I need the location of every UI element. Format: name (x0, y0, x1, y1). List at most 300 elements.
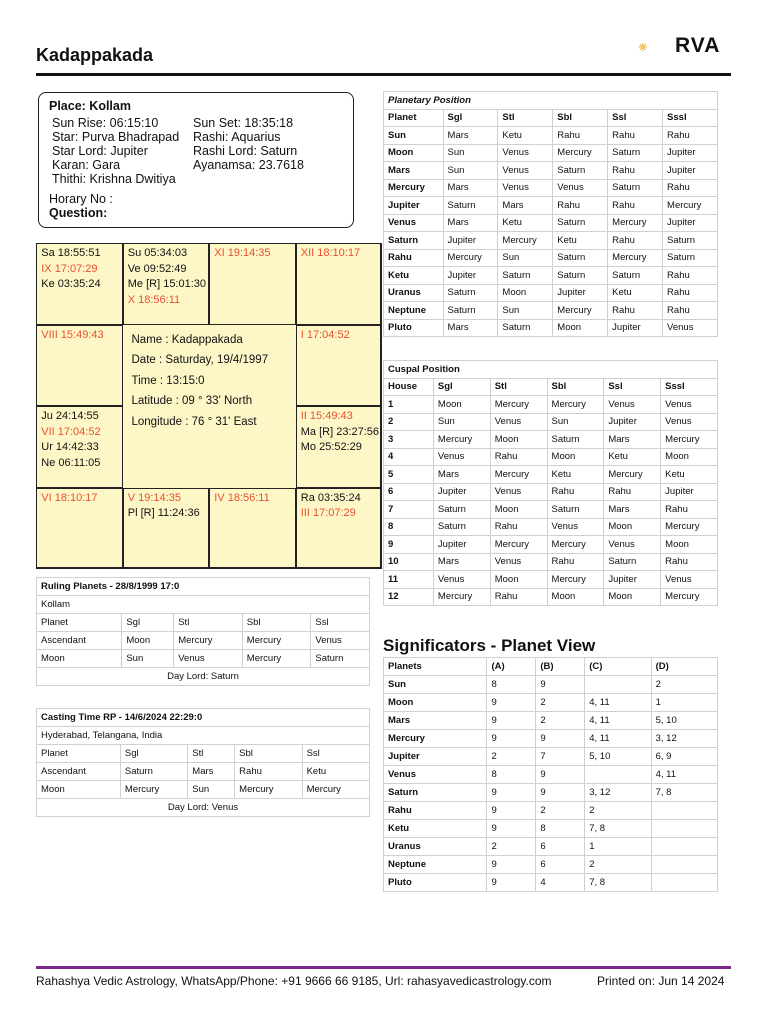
table-cell: Saturn (433, 518, 490, 536)
table-cell: Pluto (384, 874, 487, 892)
house-cusp-label: X 18:56:11 (127, 293, 181, 306)
house-cusp-label: II 15:49:43 (300, 410, 353, 423)
table-cell: 9 (487, 856, 536, 874)
table-cell: 7, 8 (585, 874, 651, 892)
table-cell: 8 (536, 820, 585, 838)
table-cell: Rahu (608, 232, 663, 250)
table-cell: Mercury (498, 232, 553, 250)
table-row (384, 466, 718, 484)
column-header: Planet (384, 109, 444, 127)
chart-center-longitude: Longitude : 76 ° 31' East (131, 415, 257, 428)
table-header-row (384, 658, 718, 676)
table-cell: Jupiter (661, 483, 718, 501)
planet-position-label: Ne 06:11:05 (41, 456, 101, 469)
table-cell: Sun (384, 127, 444, 145)
table-cell: Venus (661, 396, 718, 414)
planet-position-label: Ve 09:52:49 (127, 262, 187, 275)
table-cell (651, 838, 717, 856)
table-row (37, 781, 370, 799)
table-cell: Saturn (553, 162, 608, 180)
table-cell: Ketu (553, 232, 608, 250)
table-cell: Jupiter (384, 748, 487, 766)
table-cell: Venus (498, 162, 553, 180)
table-cell: Saturn (553, 214, 608, 232)
star-lord: Star Lord: Jupiter (52, 144, 148, 158)
chart-house-cell (36, 243, 123, 325)
table-cell: Jupiter (553, 284, 608, 302)
table-cell: 7, 8 (585, 820, 651, 838)
casting-time-table (36, 708, 370, 817)
house-cusp-label: V 19:14:35 (127, 491, 181, 504)
chart-house-cell (296, 406, 383, 488)
table-cell: Venus (311, 632, 370, 650)
table-cell: 12 (384, 588, 434, 606)
table-cell: Mercury (242, 650, 311, 668)
table-cell: Moon (490, 431, 547, 449)
table-header-row (384, 109, 718, 127)
table-row (37, 632, 370, 650)
house-cusp-label: VIII 15:49:43 (41, 328, 104, 341)
table-cell: Ketu (604, 448, 661, 466)
table-header-row (37, 614, 370, 632)
table-cell: Mercury (490, 396, 547, 414)
planet-position-label: Mo 25:52:29 (300, 441, 362, 454)
table-cell: Saturn (547, 431, 604, 449)
table-row (384, 518, 718, 536)
table-cell: Sun (547, 413, 604, 431)
table-cell: Mercury (242, 632, 311, 650)
planet-position-label: Sa 18:55:51 (41, 247, 101, 260)
table-cell: 9 (536, 730, 585, 748)
table-cell: 8 (487, 766, 536, 784)
table-cell: Mercury (547, 536, 604, 554)
info-column-right (193, 116, 304, 172)
table-row (384, 249, 718, 267)
table-cell: Sun (122, 650, 174, 668)
table-cell: Jupiter (433, 536, 490, 554)
table-cell: Rahu (547, 483, 604, 501)
table-cell: Mars (604, 431, 661, 449)
table-cell: Jupiter (433, 483, 490, 501)
table-cell: Jupiter (663, 144, 718, 162)
table-cell: Rahu (608, 302, 663, 320)
table-place: Kollam (37, 596, 370, 614)
table-cell: 9 (487, 784, 536, 802)
table-cell: Moon (384, 694, 487, 712)
table-cell: Jupiter (604, 571, 661, 589)
table-place-row (37, 727, 370, 745)
table-cell: 2 (585, 856, 651, 874)
table-cell: Mars (498, 197, 553, 215)
table-cell: Saturn (608, 179, 663, 197)
table-title-row (384, 361, 718, 379)
table-cell: Jupiter (604, 413, 661, 431)
table-row (384, 676, 718, 694)
chart-house-cell (36, 406, 123, 488)
table-cell: Moon (37, 650, 122, 668)
column-header: House (384, 378, 434, 396)
table-row (384, 448, 718, 466)
table-cell: Mars (188, 763, 235, 781)
table-row (384, 267, 718, 285)
table-cell: Mercury (608, 249, 663, 267)
table-cell: Neptune (384, 302, 444, 320)
table-cell: Ketu (608, 284, 663, 302)
column-header: Sbl (547, 378, 604, 396)
table-cell: Ketu (498, 214, 553, 232)
table-row (384, 712, 718, 730)
table-cell: Ketu (384, 820, 487, 838)
table-cell: Rahu (663, 302, 718, 320)
table-cell: Saturn (120, 763, 187, 781)
table-cell: Mars (604, 501, 661, 519)
table-cell: 2 (487, 838, 536, 856)
table-cell: Mercury (433, 588, 490, 606)
table-cell (651, 856, 717, 874)
table-row (384, 802, 718, 820)
table-cell: Saturn (443, 197, 498, 215)
planet-position-label: Ke 03:35:24 (41, 278, 101, 291)
table-cell: Mercury (443, 249, 498, 267)
column-header: Sgl (433, 378, 490, 396)
table-cell: Rahu (663, 127, 718, 145)
table-title: Casting Time RP - 14/6/2024 22:29:0 (37, 709, 370, 727)
table-cell: 4, 11 (585, 730, 651, 748)
table-cell: 3, 12 (585, 784, 651, 802)
table-cell: Venus (498, 144, 553, 162)
table-cell: Venus (490, 553, 547, 571)
chart-center-name: Name : Kadappakada (131, 333, 243, 346)
question-label: Question: (49, 206, 108, 220)
chart-center-latitude: Latitude : 09 ° 33' North (131, 395, 253, 407)
karan: Karan: Gara (52, 158, 121, 172)
table-cell: Rahu (235, 763, 302, 781)
table-cell (651, 802, 717, 820)
table-cell: 4, 11 (585, 712, 651, 730)
table-cell: Moon (37, 781, 121, 799)
table-cell: 6 (384, 483, 434, 501)
table-cell: 4 (536, 874, 585, 892)
chart-house-cell (209, 488, 296, 570)
column-header: Sbl (242, 614, 311, 632)
table-cell: 2 (536, 712, 585, 730)
sun-logo-icon (638, 32, 668, 62)
table-cell: Pluto (384, 319, 444, 337)
table-place: Hyderabad, Telangana, India (37, 727, 370, 745)
table-cell: Saturn (443, 302, 498, 320)
column-header: Planet (37, 745, 121, 763)
table-row (384, 536, 718, 554)
table-cell: Mercury (661, 518, 718, 536)
table-cell: 3, 12 (651, 730, 717, 748)
table-cell: 4 (384, 448, 434, 466)
table-cell: Saturn (443, 284, 498, 302)
table-cell: Moon (604, 588, 661, 606)
day-lord: Day Lord: Venus (37, 799, 370, 817)
table-cell: Saturn (608, 144, 663, 162)
table-cell: Saturn (384, 784, 487, 802)
table-cell: Mercury (120, 781, 187, 799)
table-row (384, 214, 718, 232)
ayanamsa: Ayanamsa: 23.7618 (193, 158, 304, 172)
footer-divider (36, 966, 731, 969)
table-cell: Mercury (604, 466, 661, 484)
table-cell: Rahu (553, 127, 608, 145)
table-cell: Saturn (433, 501, 490, 519)
table-cell: Mercury (547, 571, 604, 589)
table-cell: 9 (536, 676, 585, 694)
table-cell: Jupiter (663, 214, 718, 232)
table-cell: Rahu (661, 553, 718, 571)
table-cell: 9 (487, 874, 536, 892)
house-cusp-label: XII 18:10:17 (300, 247, 361, 260)
table-cell: Mars (443, 127, 498, 145)
cuspal-position-table (383, 360, 718, 606)
table-row (384, 396, 718, 414)
column-header: Sgl (443, 109, 498, 127)
day-lord-row (37, 799, 370, 817)
table-title: Ruling Planets - 28/8/1999 17:0 (37, 578, 370, 596)
table-title: Cuspal Position (384, 361, 718, 379)
table-row (384, 784, 718, 802)
table-cell: Mercury (235, 781, 302, 799)
table-cell: Moon (547, 588, 604, 606)
chart-house-cell (36, 325, 123, 407)
table-cell: Mars (443, 214, 498, 232)
table-cell: Ketu (661, 466, 718, 484)
table-cell: Mercury (553, 144, 608, 162)
table-cell (585, 676, 651, 694)
table-cell: Venus (661, 571, 718, 589)
table-row (384, 162, 718, 180)
table-row (384, 766, 718, 784)
table-cell: Jupiter (663, 162, 718, 180)
chart-house-cell (296, 488, 383, 570)
table-cell: 2 (487, 748, 536, 766)
table-cell: 8 (487, 676, 536, 694)
table-cell: Rahu (604, 483, 661, 501)
table-cell: Jupiter (443, 267, 498, 285)
table-cell: Mercury (663, 197, 718, 215)
table-cell: 2 (384, 413, 434, 431)
table-cell (651, 874, 717, 892)
table-header-row (37, 745, 370, 763)
table-cell: 9 (487, 802, 536, 820)
table-cell: Mercury (490, 536, 547, 554)
place-label: Place: Kollam (49, 99, 131, 113)
column-header: (B) (536, 658, 585, 676)
column-header: Planet (37, 614, 122, 632)
column-header: Sbl (235, 745, 302, 763)
table-cell: Mercury (384, 730, 487, 748)
table-cell: 10 (384, 553, 434, 571)
table-header-row (384, 378, 718, 396)
table-row (384, 302, 718, 320)
column-header: Stl (498, 109, 553, 127)
column-header: Ssl (608, 109, 663, 127)
table-cell: Ascendant (37, 763, 121, 781)
table-cell: Venus (490, 413, 547, 431)
table-cell: Venus (663, 319, 718, 337)
table-cell: Rahu (490, 588, 547, 606)
table-row (37, 650, 370, 668)
table-cell: Mercury (553, 302, 608, 320)
table-cell: Saturn (553, 249, 608, 267)
house-cusp-label: XI 19:14:35 (214, 247, 271, 260)
table-row (384, 284, 718, 302)
chart-center-date: Date : Saturday, 19/4/1997 (131, 354, 269, 366)
column-header: Sgl (122, 614, 174, 632)
ruling-planets-table (36, 577, 370, 686)
south-indian-chart (36, 243, 381, 568)
table-cell: Jupiter (608, 319, 663, 337)
table-row (37, 763, 370, 781)
table-cell: Rahu (490, 518, 547, 536)
table-cell: Sun (498, 302, 553, 320)
table-cell: Mercury (608, 214, 663, 232)
chart-house-cell (123, 488, 210, 570)
table-cell: 1 (651, 694, 717, 712)
sun-rise: Sun Rise: 06:15:10 (52, 116, 159, 130)
table-cell: 5, 10 (651, 712, 717, 730)
house-cusp-label: VI 18:10:17 (41, 491, 98, 504)
table-cell: 9 (536, 784, 585, 802)
house-cusp-label: III 17:07:29 (300, 507, 356, 520)
table-cell: Uranus (384, 284, 444, 302)
table-cell: 8 (384, 518, 434, 536)
header-divider (36, 73, 731, 76)
table-row (384, 431, 718, 449)
table-cell: Sun (443, 162, 498, 180)
planet-position-label: Me [R] 15:01:30 (127, 278, 207, 291)
table-cell: Saturn (498, 319, 553, 337)
table-cell: Rahu (608, 162, 663, 180)
table-cell: Venus (604, 396, 661, 414)
table-cell: 7, 8 (651, 784, 717, 802)
table-cell: 2 (585, 802, 651, 820)
table-cell: Sun (433, 413, 490, 431)
thithi: Thithi: Krishna Dwitiya (52, 172, 176, 186)
table-cell: Ascendant (37, 632, 122, 650)
table-cell: Mercury (490, 466, 547, 484)
table-cell: 6 (536, 856, 585, 874)
table-row (384, 588, 718, 606)
footer-contact: Rahashya Vedic Astrology, WhatsApp/Phone: +91 9666 66 9185, Url: rahasyavedicastrology.com (36, 974, 552, 988)
table-cell: Mars (384, 162, 444, 180)
table-cell: Neptune (384, 856, 487, 874)
column-header: Stl (188, 745, 235, 763)
column-header: Stl (174, 614, 243, 632)
table-cell: 9 (536, 766, 585, 784)
table-cell: Mercury (661, 588, 718, 606)
table-cell: Saturn (498, 267, 553, 285)
column-header: (D) (651, 658, 717, 676)
house-cusp-label: IV 18:56:11 (214, 491, 270, 504)
table-cell: Sun (443, 144, 498, 162)
table-cell: Mars (443, 319, 498, 337)
table-cell: Sun (498, 249, 553, 267)
table-cell: Jupiter (443, 232, 498, 250)
day-lord-row (37, 668, 370, 686)
table-cell: Ketu (384, 267, 444, 285)
table-cell: 9 (384, 536, 434, 554)
table-title-row (37, 578, 370, 596)
table-cell: Moon (384, 144, 444, 162)
table-cell: Venus (661, 413, 718, 431)
birth-info-box (38, 92, 354, 228)
chart-house-cell (209, 243, 296, 325)
table-cell: Moon (553, 319, 608, 337)
table-row (384, 748, 718, 766)
column-header: Ssl (311, 614, 370, 632)
table-cell: Mercury (302, 781, 369, 799)
table-cell: Mars (443, 179, 498, 197)
table-cell (651, 820, 717, 838)
table-cell: Moon (490, 571, 547, 589)
table-cell: Saturn (604, 553, 661, 571)
table-cell: 9 (487, 712, 536, 730)
table-cell: 9 (487, 730, 536, 748)
table-cell: Rahu (663, 267, 718, 285)
column-header: Ssl (604, 378, 661, 396)
table-cell: 5 (384, 466, 434, 484)
planet-position-label: Ra 03:35:24 (300, 491, 361, 504)
logo-text: RVA (675, 34, 721, 57)
table-cell: Venus (547, 518, 604, 536)
planetary-position-table (383, 91, 718, 337)
planet-position-label: Ur 14:42:33 (41, 441, 99, 454)
table-cell: 1 (384, 396, 434, 414)
table-row (384, 553, 718, 571)
table-cell: 1 (585, 838, 651, 856)
table-cell: Saturn (384, 232, 444, 250)
planet-position-label: Su 05:34:03 (127, 247, 188, 260)
table-cell (585, 766, 651, 784)
column-header: Sgl (120, 745, 187, 763)
chart-house-cell (36, 488, 123, 570)
table-row (384, 232, 718, 250)
table-cell: 7 (536, 748, 585, 766)
table-cell: Rahu (608, 127, 663, 145)
footer-printed-date: Printed on: Jun 14 2024 (597, 974, 725, 988)
table-title-row (384, 92, 718, 110)
table-place-row (37, 596, 370, 614)
chart-house-cell (123, 243, 210, 325)
table-cell: Rahu (384, 802, 487, 820)
table-cell: Jupiter (384, 197, 444, 215)
planet-position-label: Pl [R] 11:24:36 (127, 507, 200, 520)
table-cell: 2 (536, 694, 585, 712)
table-cell: Rahu (547, 553, 604, 571)
table-cell: Venus (174, 650, 243, 668)
table-row (384, 874, 718, 892)
rashi-lord: Rashi Lord: Saturn (193, 144, 298, 158)
table-row (384, 501, 718, 519)
table-cell: Mars (433, 466, 490, 484)
table-cell: Mercury (433, 431, 490, 449)
table-row (384, 127, 718, 145)
table-cell: Mars (384, 712, 487, 730)
table-row (384, 856, 718, 874)
table-cell: Rahu (490, 448, 547, 466)
table-title: Planetary Position (384, 92, 718, 110)
info-column-left (52, 116, 179, 186)
house-cusp-label: VII 17:04:52 (41, 425, 101, 438)
table-cell: 9 (487, 694, 536, 712)
table-cell: Moon (490, 501, 547, 519)
column-header: Sssl (663, 109, 718, 127)
sun-set: Sun Set: 18:35:18 (193, 116, 294, 130)
